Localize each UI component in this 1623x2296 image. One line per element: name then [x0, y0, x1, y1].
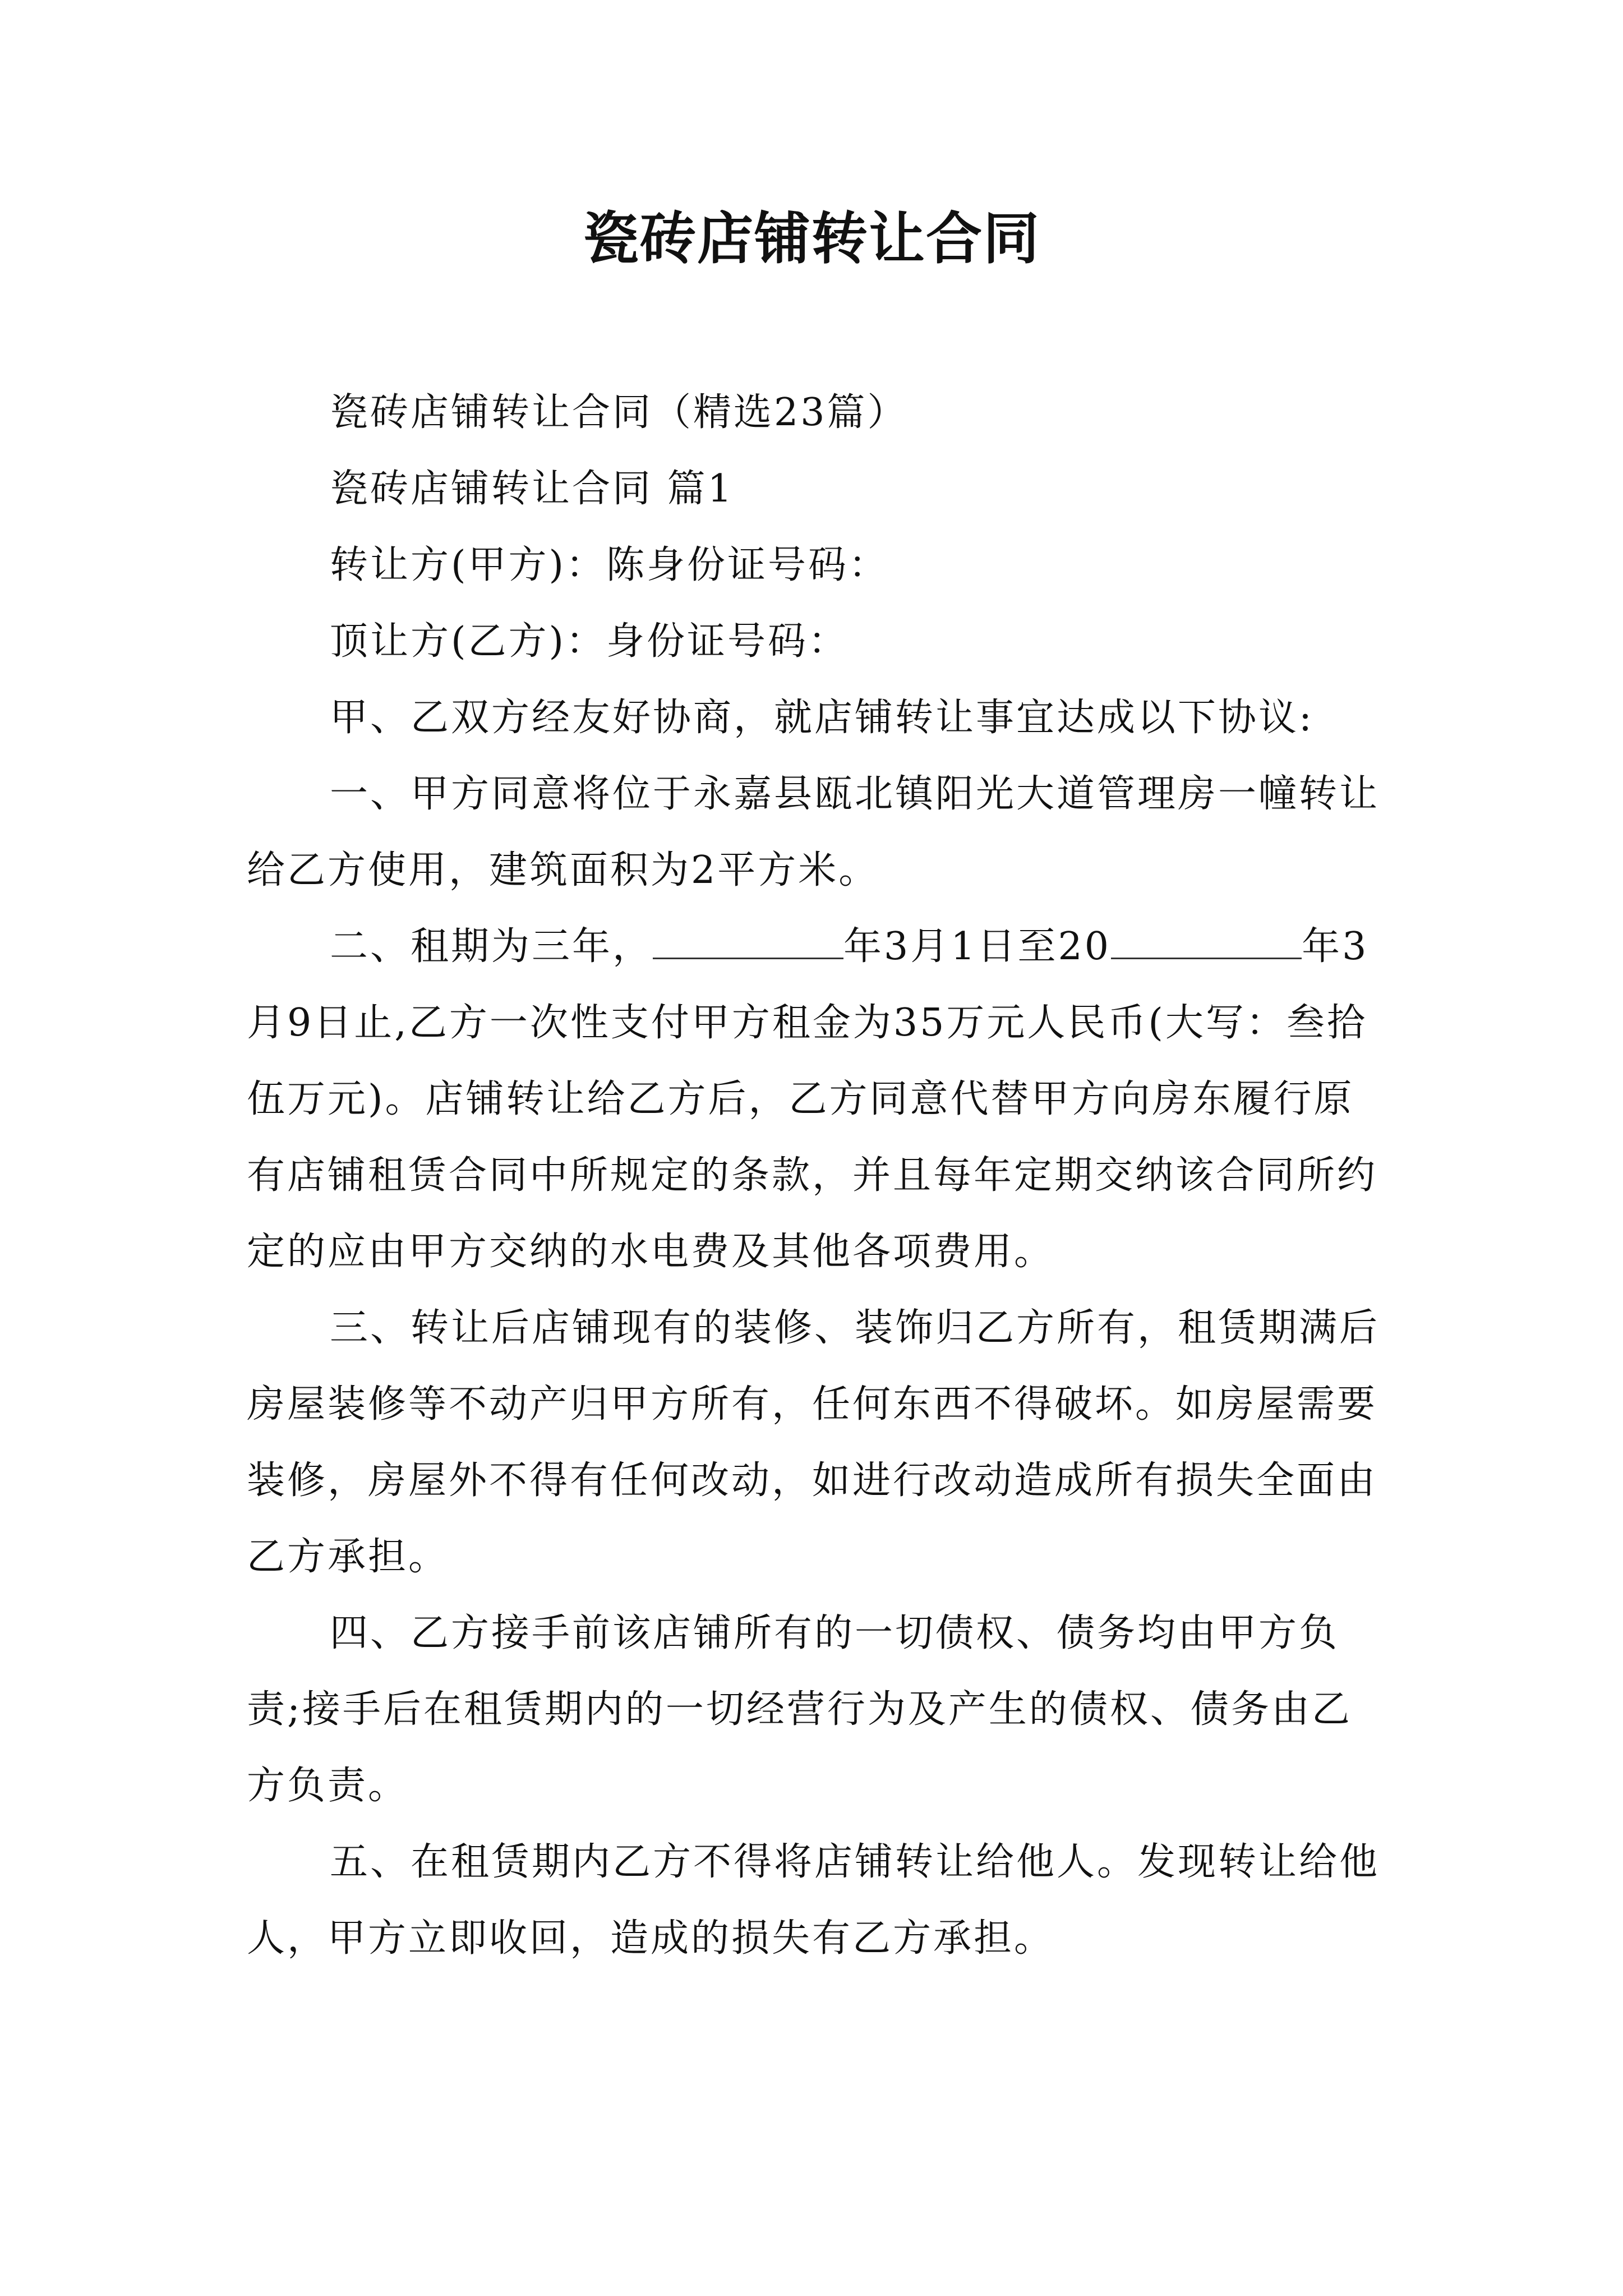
intro-line: 瓷砖店铺转让合同（精选23篇）	[330, 390, 908, 435]
clause-3: 三、转让后店铺现有的装修、装饰归乙方所有，租赁期满后房屋装修等不动产归甲方所有，任何东西不得破坏。如房屋需要装修，房屋外不得有任何改动，如进行改动造成所有损失全面由乙方承担。	[247, 1306, 1380, 1579]
clause-5: 五、在租赁期内乙方不得将店铺转让给他人。发现转让给他人，甲方立即收回，造成的损失有乙方承担。	[247, 1840, 1380, 1961]
clause-2-end: 年3月9日止,乙方一次性支付甲方租金为35万元人民币(大写：叁拾伍万元)。店铺转让给乙方后，乙方同意代替甲方向房东履行原有店铺租赁合同中所规定的条款，并且每年定期交纳该合同所约定的应由甲方交纳的水电费及其他各项费用。	[247, 924, 1378, 1274]
clause-2-start: 二、租期为三年，	[330, 924, 653, 969]
clause-2-middle: 年3月1日至20	[843, 924, 1112, 969]
blank-field	[1111, 924, 1302, 959]
document-title: 瓷砖店铺转让合同	[583, 205, 1040, 272]
document-body	[247, 375, 1380, 1977]
blank-field	[653, 924, 843, 959]
party-a-line: 转让方(甲方)：陈身份证号码：	[330, 543, 889, 587]
clause-4: 四、乙方接手前该店铺所有的一切债权、债务均由甲方负责;接手后在租赁期内的一切经营行为及产生的债权、债务由乙方负责。	[247, 1611, 1352, 1808]
clause-2	[247, 909, 1380, 1290]
section-heading: 瓷砖店铺转让合同 篇1	[330, 467, 734, 511]
party-b-line: 顶让方(乙方)：身份证号码：	[330, 619, 849, 664]
clause-1: 一、甲方同意将位于永嘉县瓯北镇阳光大道管理房一幢转让给乙方使用，建筑面积为2平方米。	[247, 772, 1380, 892]
agreement-line: 甲、乙双方经友好协商，就店铺转让事宜达成以下协议:	[330, 696, 1314, 740]
